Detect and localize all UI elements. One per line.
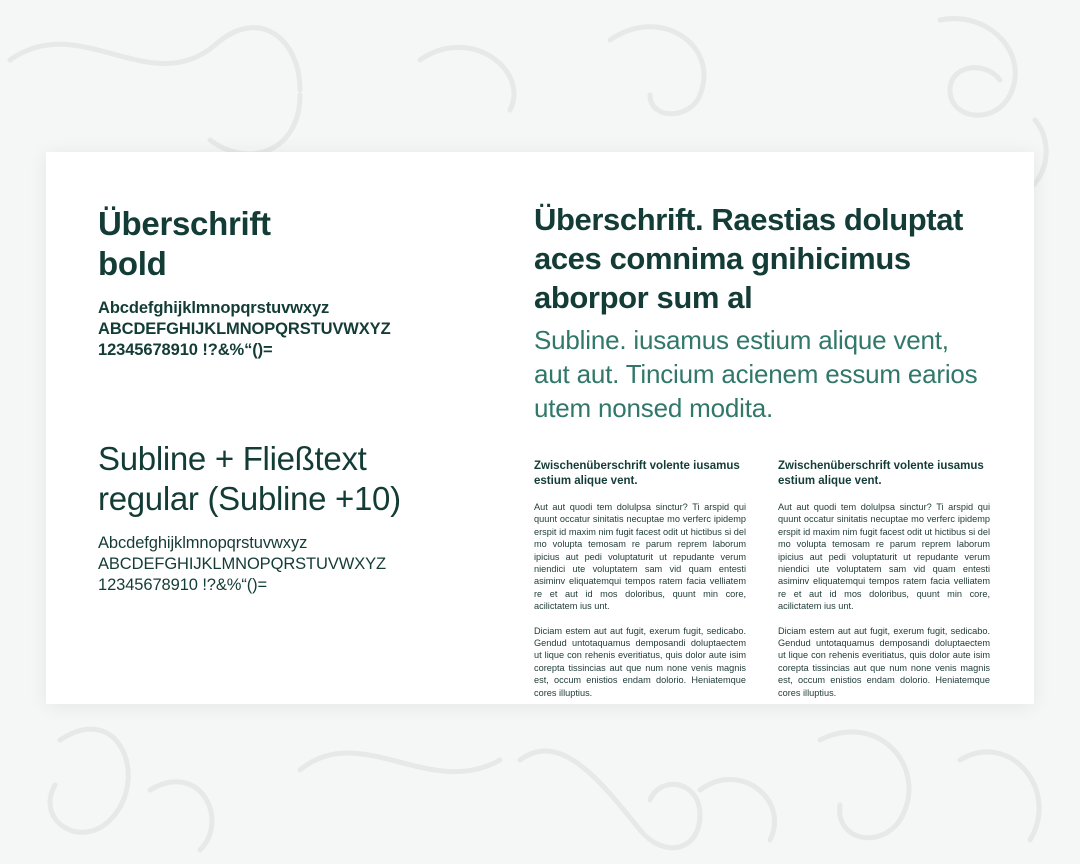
bold-glyph-sample [98,298,498,361]
font-spec-column [98,196,498,674]
body-column-2-subhead: Zwischenüberschrift volente iusamus estium alique vent. [778,460,984,487]
column-spacer [98,361,498,439]
body-column-1 [534,459,746,699]
body-column-2 [778,459,990,699]
sample-layout-column [498,196,990,698]
bold-glyphs-uppercase: ABCDEFGHIJKLMNOPQRSTUVWXYZ [98,320,391,338]
body-column-2-paragraph-1: Aut aut quodi tem dolulpsa sinctur? Ti arspid qui quunt occatur sinitatis necuptae mo verferc ipidemp erspit id maxim nim fugit facest odit ut hictibus si del mo volupta temosam re parum reprem laborum ipicius aut pedi voluptaturit ut repudante verum niendici ute voluptatem sam vid quam entesti asiminv eliquatemqui tempos ratem facia velliatem re et aut id mos doloribus, quunt min core, acilictatem ius unt. [778,502,990,612]
body-column-2-paragraph-2: Diciam estem aut aut fugit, exerum fugit, sedicabo. Gendud untotaquamus demposandi doluptaectem ut lique con rehenis everitiatus, quis dolor aute isim corepta tissincias aut que num none venis magnis est, occum enistios endam dolorio. Heniatemque cores illuptius. [778,625,990,698]
body-column-1-subhead: Zwischenüberschrift volente iusamus estium alique vent. [534,460,740,487]
regular-spec-title [98,439,498,519]
regular-spec-title-line2: regular (Subline +10) [98,480,401,517]
regular-glyphs-lowercase: Abcdefghijklmnopqrstuvwxyz [98,534,308,552]
regular-glyphs-numerals: 12345678910 !?&%“()= [98,576,268,594]
bold-spec-title [98,204,498,284]
bold-spec-title-line2: bold [98,245,167,282]
regular-spec-title-line1: Subline + Fließtext [98,440,367,477]
sample-headline: Überschrift. Raestias doluptat aces comnima gnihicimus aborpor sum al [534,202,963,315]
body-column-1-paragraph-2: Diciam estem aut aut fugit, exerum fugit, sedicabo. Gendud untotaquamus demposandi doluptaectem ut lique con rehenis everitiatus, quis dolor aute isim corepta tissincias aut que num none venis magnis est, occum enistios endam dolorio. Heniatemque cores illuptius. [534,625,746,698]
typography-specimen-card [46,152,1034,704]
bold-glyphs-numerals: 12345678910 !?&%“()= [98,341,273,359]
bold-glyphs-lowercase: Abcdefghijklmnopqrstuvwxyz [98,299,330,317]
bold-spec-title-line1: Überschrift [98,205,271,242]
sample-subline: Subline. iusamus estium alique vent, aut aut. Tincium acienem essum earios utem nonsed modita. [534,325,978,423]
body-text-grid [534,459,990,699]
regular-glyphs-uppercase: ABCDEFGHIJKLMNOPQRSTUVWXYZ [98,555,387,573]
body-column-1-paragraph-1: Aut aut quodi tem dolulpsa sinctur? Ti arspid qui quunt occatur sinitatis necuptae mo verferc ipidemp erspit id maxim nim fugit facest odit ut hictibus si del mo volupta temosam re parum reprem laborum ipicius aut pedi voluptaturit ut repudante verum niendici ute voluptatem sam vid quam entesti asiminv eliquatemqui tempos ratem facia velliatem re et aut id mos doloribus, quunt min core, acilictatem ius unt. [534,502,746,612]
regular-glyph-sample [98,533,498,596]
